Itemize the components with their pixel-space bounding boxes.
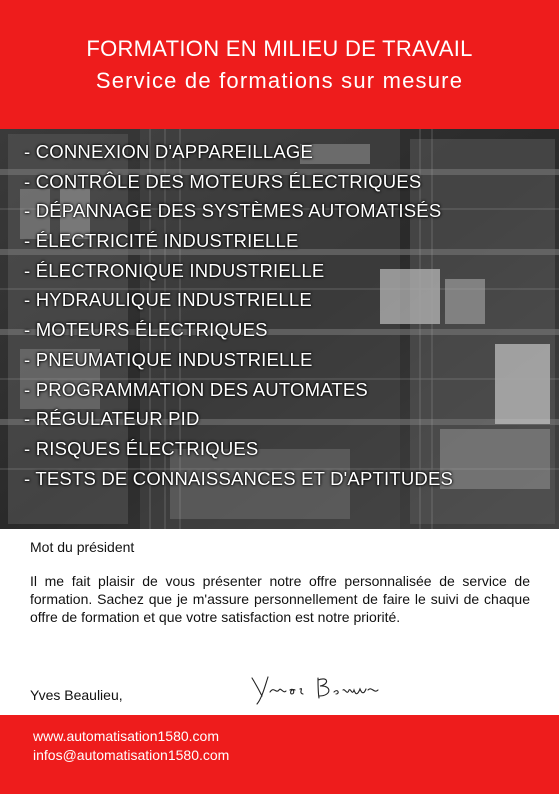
- email-link[interactable]: infos@automatisation1580.com: [33, 747, 230, 763]
- website-link[interactable]: www.automatisation1580.com: [33, 728, 219, 744]
- list-item: - ÉLECTRICITÉ INDUSTRIELLE: [24, 230, 299, 252]
- signoff-name: Yves Beaulieu,: [30, 687, 123, 703]
- footer-banner: [0, 715, 559, 794]
- list-item: - RÉGULATEUR PID: [24, 408, 200, 430]
- handwritten-signature: [248, 672, 383, 706]
- list-item: - DÉPANNAGE DES SYSTÈMES AUTOMATISÉS: [24, 200, 442, 222]
- list-item: - HYDRAULIQUE INDUSTRIELLE: [24, 289, 312, 311]
- list-item: - CONTRÔLE DES MOTEURS ÉLECTRIQUES: [24, 170, 422, 192]
- list-item: - CONNEXION D'APPAREILLAGE: [24, 141, 314, 162]
- president-message: [0, 529, 559, 715]
- list-item: - TESTS DE CONNAISSANCES ET D'APTITUDES: [24, 467, 454, 489]
- list-item: - RISQUES ÉLECTRIQUES: [24, 437, 259, 459]
- message-paragraph: Il me fait plaisir de vous présenter notre offre personnalisée de service de formation. Sachez que je m'assure personnellement de faire le suivi de chaque offre de formation et que votre satisfaction est notre priorité.: [30, 573, 530, 625]
- list-item: - PNEUMATIQUE INDUSTRIELLE: [24, 348, 313, 370]
- message-heading: Mot du président: [30, 539, 135, 555]
- list-item: - PROGRAMMATION DES AUTOMATES: [24, 378, 368, 400]
- list-item: - MOTEURS ÉLECTRIQUES: [24, 319, 268, 341]
- list-item: - ÉLECTRONIQUE INDUSTRIELLE: [24, 259, 325, 281]
- document-subtitle: Service de formations sur mesure: [95, 68, 464, 93]
- document-title: FORMATION EN MILIEU DE TRAVAIL: [86, 36, 473, 61]
- header-banner: [0, 0, 559, 129]
- course-list: [24, 137, 453, 493]
